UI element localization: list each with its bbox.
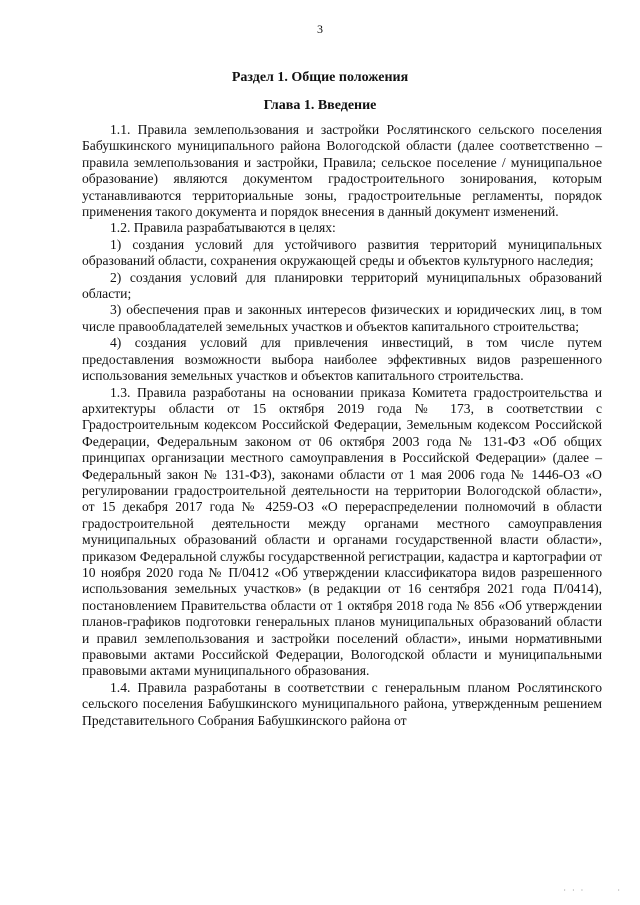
- body-text: [82, 122, 602, 729]
- scan-marks: · · · ·: [563, 885, 622, 895]
- page-number: 3: [317, 22, 323, 36]
- list-item-1: 1) создания условий для устойчивого развития территорий муниципальных образований области, сохранения окружающей среды и объектов культурного наследия;: [82, 236, 602, 269]
- list-item-4: 4) создания условий для привлечения инвестиций, в том числе путем предоставления возможности выбора наиболее эффективных видов разрешенного использования земельных участков и объектов капитального строительства.: [82, 335, 602, 384]
- chapter-title: Глава 1. Введение: [263, 98, 377, 113]
- paragraph-1-1: 1.1. Правила землепользования и застройки Рослятинского сельского поселения Бабушкинского муниципального района Вологодской области (далее соответственно – правила землепользования и застройки, Правила; сельское поселение / муниципальное образование) являются документом градостроительного зонирования, которым устанавливаются территориальные зоны, градостроительные регламенты, порядок применения такого документа и порядок внесения в данный документ изменений.: [82, 122, 602, 220]
- paragraph-1-2: 1.2. Правила разрабатываются в целях:: [110, 220, 336, 236]
- paragraph-1-4: 1.4. Правила разработаны в соответствии с генеральным планом Рослятинского сельского поселения Бабушкинского муниципального района, утвержденным решением Представительного Собрания Бабушкинского района от: [82, 679, 602, 728]
- list-item-3: 3) обеспечения прав и законных интересов физических и юридических лиц, в том числе правообладателей земельных участков и объектов капитального строительства;: [82, 302, 602, 334]
- section-title: Раздел 1. Общие положения: [231, 70, 409, 85]
- list-item-2: 2) создания условий для планировки территорий муниципальных образований области;: [82, 269, 602, 302]
- paragraph-1-3: 1.3. Правила разработаны на основании приказа Комитета градостроительства и архитектуры области от 15 октября 2019 года № 173, в соответствии с Градостроительным кодексом Российской Федерации, Земельным кодексом Российской Федерации, Федеральным законом от 06 октября 2003 года № 131-ФЗ «Об общих принципах организации местного самоуправления в Российской Федерации» (далее – Федеральный закон № 131-ФЗ), законами области от 1 мая 2006 года № 1446-ОЗ «О регулировании градостроительной деятельности на территории Вологодской области», от 15 декабря 2017 года № 4259-ОЗ «О перераспределении полномочий в области градостроительной деятельности между органами местного самоуправления муниципальных образований области и органами государственной власти области», приказом Федеральной службы государственной регистрации, кадастра и картографии от 10 ноября 2020 года № П/0412 «Об утверждении классификатора видов разрешенного использования земельных участков» (в редакции от 16 сентября 2021 года П/0414), постановлением Правительства области от 1 октября 2018 года № 856 «Об утверждении планов-графиков подготовки генеральных планов муниципальных образований области и правил землепользования и застройки поселений области», иными нормативными правовыми актами Российской Федерации, Вологодской области и муниципальными правовыми актами муниципального образования.: [82, 384, 602, 679]
